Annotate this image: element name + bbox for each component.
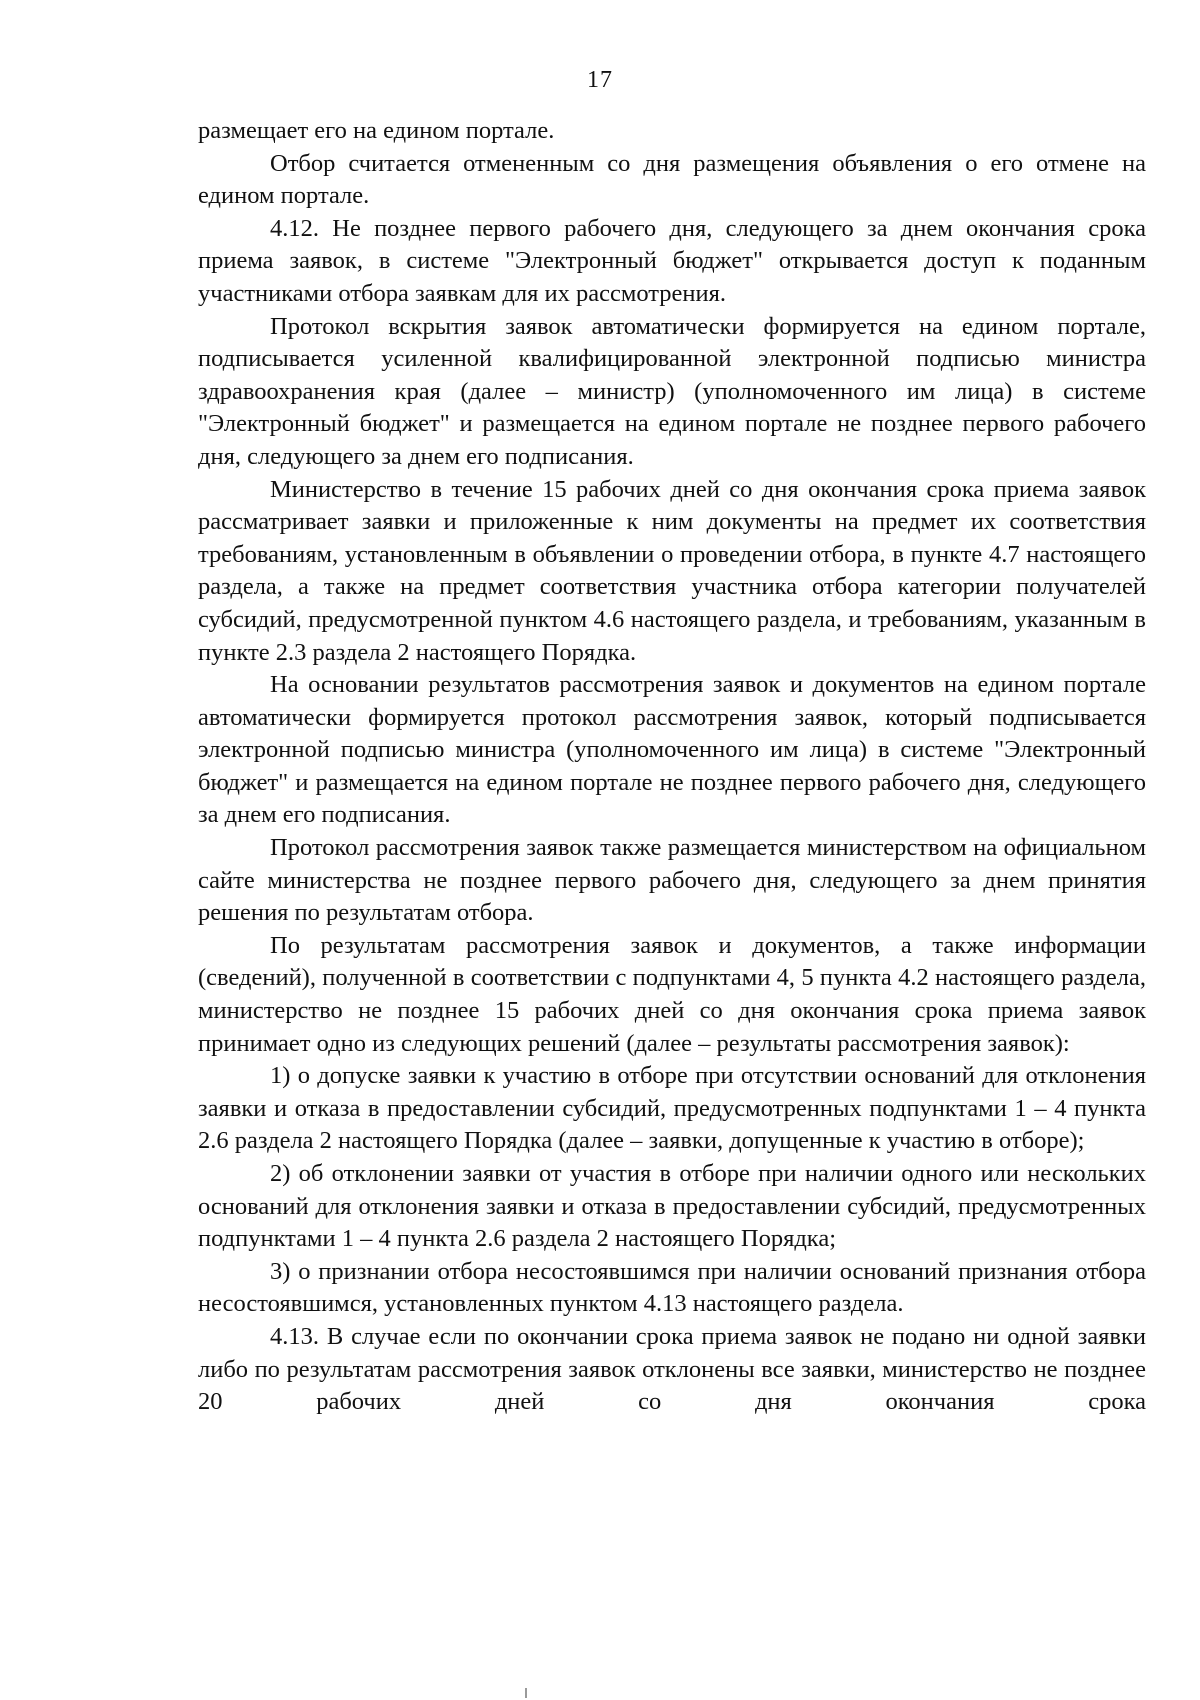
list-item-admission: 1) о допуске заявки к участию в отборе при отсутствии оснований для отклонения заявки и отказа в предоставлении субсидий, предусмотренных подпунктами 1 – 4 пункта 2.6 раздела 2 настоящего Порядка (далее – заявки, допущенные к участию в отборе); [198, 1062, 1146, 1155]
paragraph-ministry-review: Министерство в течение 15 рабочих дней со дня окончания срока приема заявок рассматривает заявки и приложенные к ним документы на предмет их соответствия требованиям, установленным в объявлении о проведении отбора, в пункте 4.7 настоящего раздела, а также на предмет соответствия участника отбора категории получателей субсидий, предусмотренной пунктом 4.6 настоящего раздела, и требованиям, указанным в пункте 2.3 раздела 2 настоящего Порядка. [198, 475, 1146, 666]
paragraph-protocol-publication: Протокол рассмотрения заявок также размещается министерством на официальном сайте министерства не позднее первого рабочего дня, следующего за днем принятия решения по результатам отбора. [198, 834, 1146, 927]
page-number: 17 [587, 67, 613, 93]
paragraph-opening-protocol: Протокол вскрытия заявок автоматически формируется на едином портале, подписывается усиленной квалифицированной электронной подписью министра здравоохранения края (далее – министр) (уполномоченного им лица) в системе "Электронный бюджет" и размещается на едином портале не позднее первого рабочего дня, следующего за днем его подписания. [198, 312, 1146, 470]
paragraph-review-protocol: На основании результатов рассмотрения заявок и документов на едином портале автоматически формируется протокол рассмотрения заявок, который подписывается электронной подписью министра (уполномоченного им лица) в системе "Электронный бюджет" и размещается на едином портале не позднее первого рабочего дня, следующего за днем его подписания. [198, 671, 1146, 829]
list-item-failed-selection: 3) о признании отбора несостоявшимся при наличии оснований признания отбора несостоявшимся, установленных пунктом 4.13 настоящего раздела. [198, 1257, 1146, 1318]
paragraph-4-13: 4.13. В случае если по окончании срока приема заявок не подано ни одной заявки либо по результатам рассмотрения заявок отклонены все заявки, министерство не позднее 20 рабочих дней со дня окончания срока [198, 1322, 1146, 1416]
document-body [198, 115, 1146, 1419]
paragraph-4-12: 4.12. Не позднее первого рабочего дня, следующего за днем окончания срока приема заявок, в системе "Электронный бюджет" открывается доступ к поданным участниками отбора заявкам для их рассмотрения. [198, 214, 1146, 307]
paragraph-review-results: По результатам рассмотрения заявок и документов, а также информации (сведений), полученной в соответствии с подпунктами 4, 5 пункта 4.2 настоящего раздела, министерство не позднее 15 рабочих дней со дня окончания срока приема заявок принимает одно из следующих решений (далее – результаты рассмотрения заявок): [198, 931, 1146, 1057]
scan-artifact-mark [525, 1688, 527, 1698]
paragraph-continuation: размещает его на едином портале. [198, 117, 555, 144]
list-item-rejection: 2) об отклонении заявки от участия в отборе при наличии одного или нескольких оснований для отклонения заявки и отказа в предоставлении субсидий, предусмотренных подпунктами 1 – 4 пункта 2.6 раздела 2 настоящего Порядка; [198, 1160, 1146, 1253]
paragraph-selection-cancelled: Отбор считается отмененным со дня размещения объявления о его отмене на едином портале. [198, 149, 1146, 210]
